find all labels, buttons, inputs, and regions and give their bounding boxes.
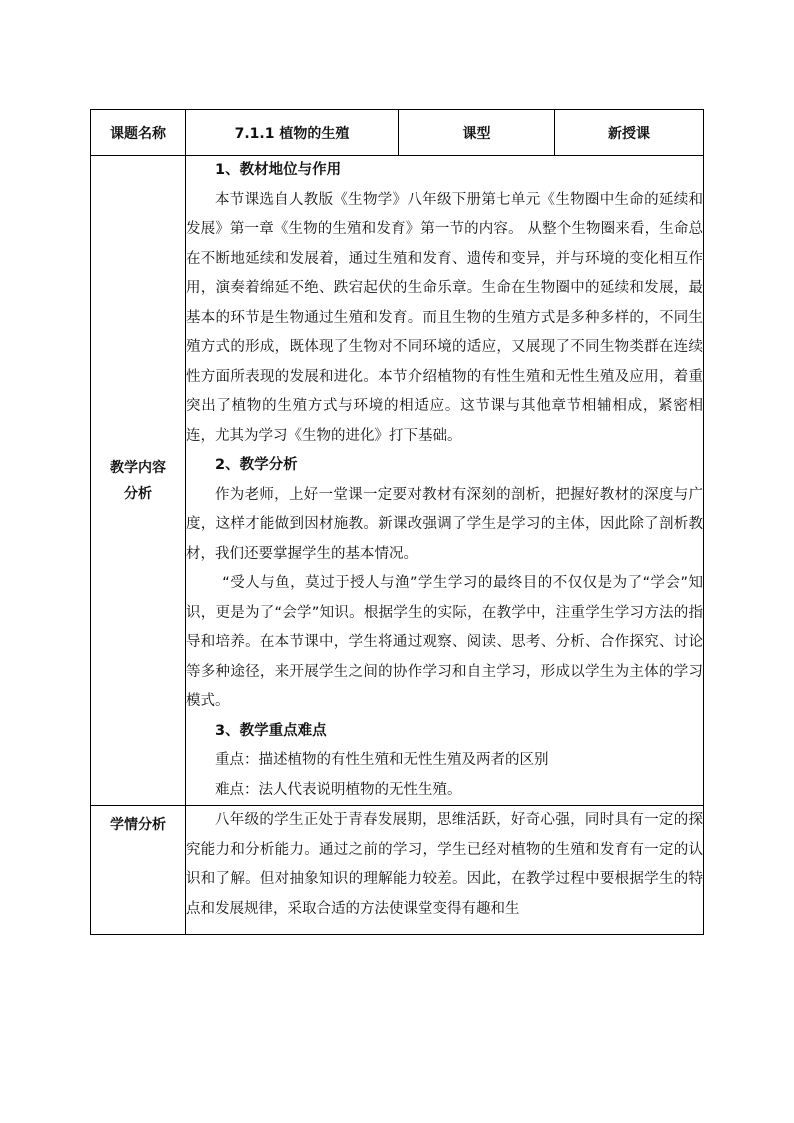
lesson-plan-table [90,109,704,935]
course-type-value: 新授课 [555,110,704,156]
content-analysis-label [91,156,186,806]
content-analysis-label-line2: 分析 [124,485,152,502]
section3-title: 3、教学重点难点 [215,722,327,739]
difficult-point: 难点：法人代表说明植物的无性生殖。 [215,781,462,798]
student-analysis-clip [186,806,703,934]
section2-paragraph-1: 作为老师，上好一堂课一定要对教材有深刻的剖析，把握好教材的深度与广度，这样才能做到因材施教。新课改强调了学生是学习的主体，因此除了剖析教材，我们还要掌握学生的基本情况。 [186,486,703,562]
section1-text: 本节课选自人教版《生物学》八年级下册第七单元《生物圈中生命的延续和发展》第一章《生物的生殖和发育》第一节的内容。 从整个生物圈来看，生命总在不断地延续和发展着，通过生殖和发育、遗传和变异，并与环境的变化相互作用，演奏着绵延不绝、跌宕起伏的生命乐章。生命在生物圈中的延续和发展，最基本的环节是生物通过生殖和发育。而且生物的生殖方式是多种多样的，不同生殖方式的形成，既体现了生物对不同环境的适应，又展现了不同生物类群在连续性方面所表现的发展和进化。本节介绍植物的有性生殖和无性生殖及应用，着重突出了植物的生殖方式与环境的相适应。这节课与其他章节相辅相成，紧密相连，尤其为学习《生物的进化》打下基础。 [186,191,703,444]
student-analysis-text: 八年级的学生正处于青春发展期，思维活跃，好奇心强，同时具有一定的探究能力和分析能力。通过之前的学习，学生已经对植物的生殖和发育有一定的认识和了解。但对抽象知识的理解能力较差。因此，在教学过程中要根据学生的特点和发展规律，采取合适的方法使课堂变得有趣和生 [186,812,703,917]
section2-paragraph-2: “受人与鱼，莫过于授人与渔”学生学习的最终目的不仅仅是为了“学会”知识，更是为了“会学”知识。根据学生的实际，在教学中，注重学生学习方法的指导和培养。在本节课中，学生将通过观察、阅读、思考、分析、合作探究、讨论等多种途径，来开展学生之间的协作学习和自主学习，形成以学生为主体的学习模式。 [186,575,703,709]
student-analysis-body [186,806,704,935]
course-type-label: 课型 [399,110,555,156]
section1-title: 1、教材地位与作用 [215,162,342,178]
content-analysis-row [91,156,704,806]
student-analysis-row [91,806,704,935]
course-name-value: 7.1.1 植物的生殖 [186,110,399,156]
key-point: 重点：描述植物的有性生殖和无性生殖及两者的区别 [215,752,549,768]
content-analysis-label-line1: 教学内容 [110,459,166,476]
section2-title: 2、教学分析 [215,457,298,473]
course-name-label: 课题名称 [91,110,186,156]
content-analysis-body [186,156,704,806]
student-analysis-label: 学情分析 [91,806,186,935]
header-row [91,110,704,156]
